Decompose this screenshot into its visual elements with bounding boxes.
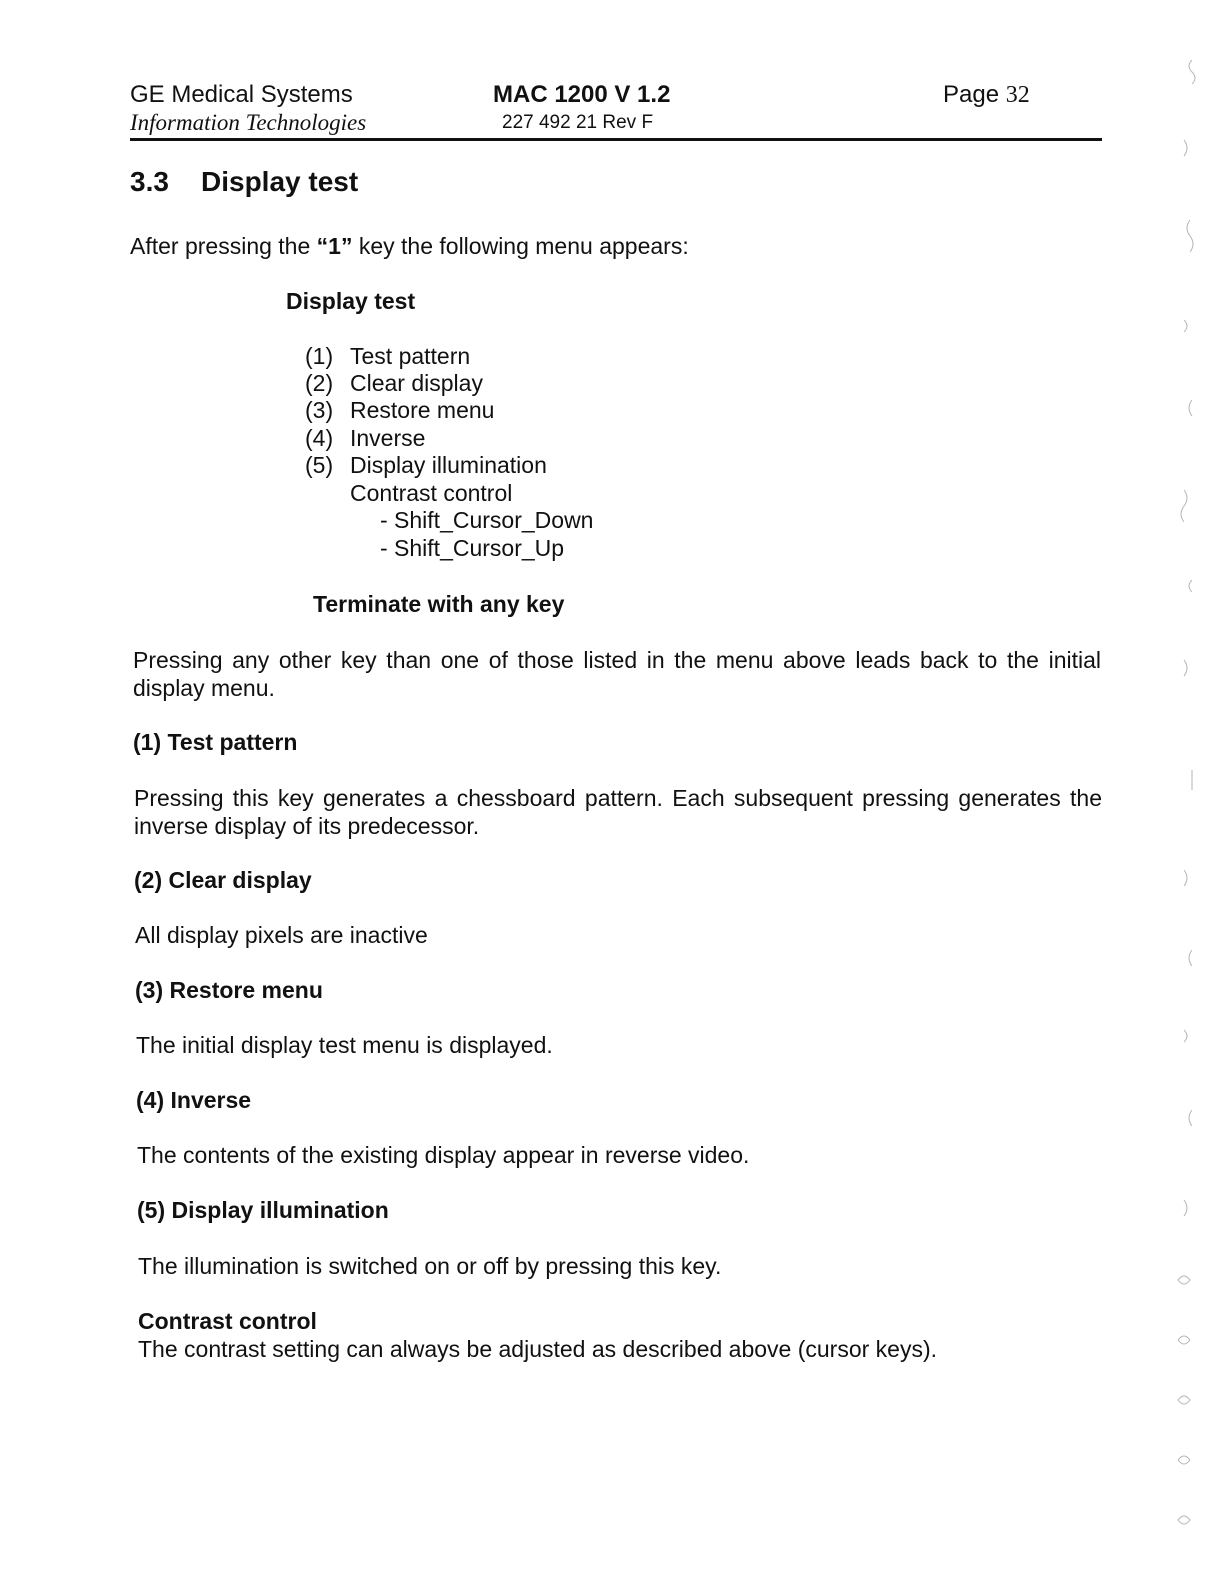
note-paragraph: Pressing any other key than one of those listed in the menu above leads back to the initial display menu.: [133, 647, 1101, 701]
desc-text: The initial display test menu is displayed.: [136, 1032, 553, 1058]
scan-margin-artifacts: [1170, 20, 1210, 1560]
header-division: Information Technologies: [130, 110, 367, 135]
scan-mark: [1189, 580, 1192, 592]
menu-footer: Terminate with any key: [313, 591, 565, 617]
scan-mark: [1189, 1110, 1192, 1126]
desc-heading: (5) Display illumination: [137, 1197, 389, 1223]
section-title: Display test: [201, 166, 359, 197]
desc-heading: (3) Restore menu: [135, 977, 323, 1003]
menu-item-label: Test pattern: [350, 343, 471, 369]
intro-text: [130, 232, 689, 260]
menu-item-number: (5): [305, 452, 334, 478]
menu-contrast-option: - Shift_Cursor_Down: [380, 507, 594, 533]
intro-key: “1”: [316, 233, 353, 259]
desc-heading: (4) Inverse: [136, 1087, 252, 1113]
menu-item-number: (4): [305, 425, 334, 451]
menu-item-number: (2): [305, 370, 334, 396]
desc-text: The contents of the existing display appear in reverse video.: [137, 1142, 750, 1168]
desc-text: The illumination is switched on or off by pressing this key.: [138, 1253, 722, 1279]
scan-mark: [1178, 1336, 1190, 1344]
scan-mark: [1184, 660, 1187, 676]
page-number: 32: [1005, 82, 1030, 108]
scan-mark: [1178, 1276, 1190, 1284]
section-number: 3.3: [130, 166, 169, 197]
menu-item-label: Inverse: [350, 425, 426, 451]
desc-heading: (2) Clear display: [134, 867, 312, 893]
menu-contrast-option: - Shift_Cursor_Up: [380, 535, 565, 561]
menu-item-label: Clear display: [350, 370, 483, 396]
menu-item-number: (3): [305, 397, 334, 423]
scan-mark: [1189, 60, 1195, 84]
intro-before: After pressing the: [130, 233, 317, 259]
scan-mark: [1189, 950, 1192, 966]
scan-mark: [1184, 870, 1187, 886]
desc-text: Pressing this key generates a chessboard pattern. Each subsequent pressing generates the inverse display of its predecessor.: [134, 785, 1102, 839]
menu-title: Display test: [286, 288, 416, 314]
page-label: Page: [943, 81, 1000, 108]
desc-text: All display pixels are inactive: [135, 922, 428, 948]
intro-after: key the following menu appears:: [352, 233, 689, 259]
header-doc-number: 227 492 21 Rev F: [502, 112, 654, 133]
header-rule: [130, 138, 1102, 141]
scan-mark: [1178, 1396, 1190, 1404]
menu-item-label: Display illumination: [350, 452, 547, 478]
scan-mark: [1184, 140, 1187, 156]
scan-mark: [1184, 320, 1187, 332]
desc-heading: (1) Test pattern: [133, 729, 298, 755]
scan-mark: [1189, 400, 1192, 416]
menu-item-label: Restore menu: [350, 397, 495, 423]
contrast-text: The contrast setting can always be adjusted as described above (cursor keys).: [138, 1336, 938, 1362]
scan-mark: [1184, 1030, 1187, 1042]
scan-mark: [1184, 1200, 1187, 1216]
menu-contrast-label: Contrast control: [350, 480, 513, 506]
scan-mark: [1187, 220, 1193, 252]
header-company: GE Medical Systems: [130, 81, 353, 108]
contrast-heading: Contrast control: [138, 1308, 317, 1334]
scan-mark: [1181, 490, 1187, 522]
scan-mark: [1178, 1516, 1190, 1524]
scan-mark: [1178, 1456, 1190, 1464]
header-product: MAC 1200 V 1.2: [493, 81, 671, 108]
header-page: [943, 81, 1030, 109]
menu-item-number: (1): [305, 343, 334, 369]
